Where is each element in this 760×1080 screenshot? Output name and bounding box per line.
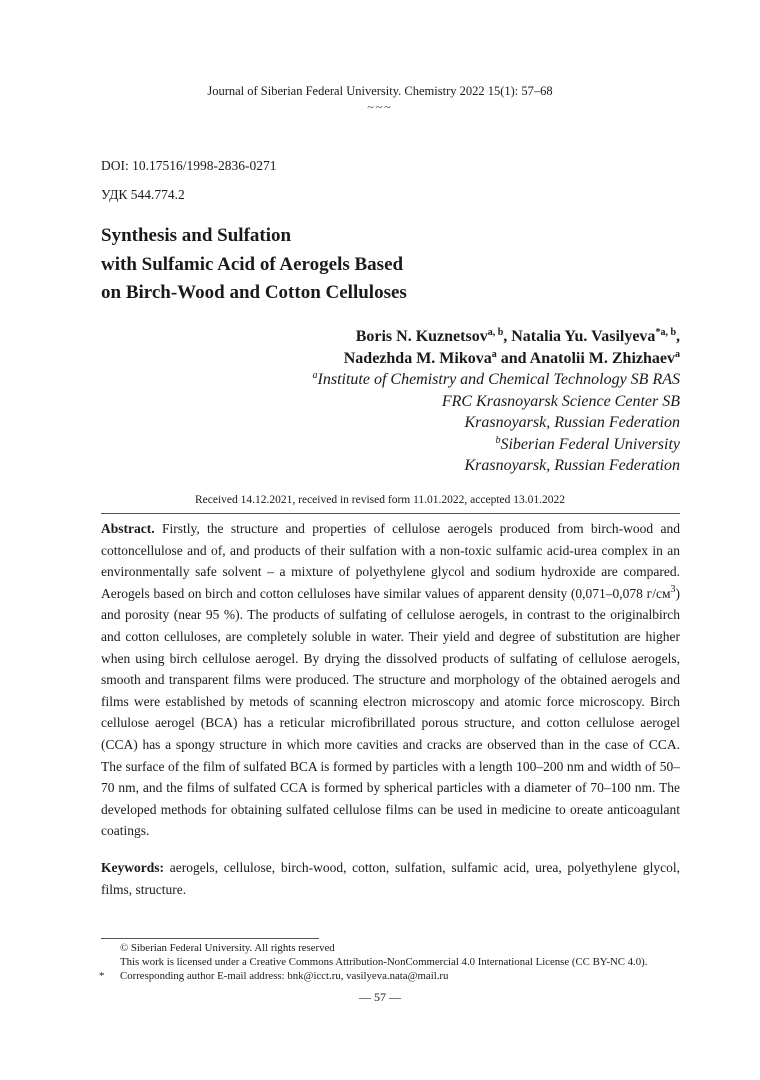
udk-code: УДК 544.774.2 bbox=[101, 187, 185, 202]
author-list bbox=[120, 326, 680, 370]
author-name: Anatolii M. Zhizhaev bbox=[529, 350, 675, 367]
author-separator: and bbox=[496, 350, 530, 367]
affil-line: FRC Krasnoyarsk Science Center SB bbox=[441, 392, 680, 410]
abstract-superscript: 3 bbox=[670, 583, 676, 595]
author-separator: , bbox=[503, 328, 512, 345]
header-ornament: ~~~ bbox=[367, 100, 393, 114]
keywords-label: Keywords: bbox=[101, 860, 164, 875]
abstract-label: Abstract. bbox=[101, 521, 155, 536]
footnotes bbox=[101, 941, 701, 983]
corresponding-note bbox=[101, 969, 701, 983]
abstract-text: Firstly, the structure and properties of cellulose aerogels produced from birch-wood and cottoncellulose and of, and products of their sulfation with a non-toxic sulfamic acid-urea complex in an environmentally safe solvent – a mixture of polyethylene glycol and sodium hydroxide are compared. Aerogels based on birch and cotton celluloses have similar values of apparent density (0,071–0,078 г/см bbox=[101, 521, 680, 601]
affil-line: Institute of Chemistry and Chemical Technology SB RAS bbox=[317, 371, 680, 388]
paper-title bbox=[101, 222, 661, 308]
copyright-note: © Siberian Federal University. All rights reserved bbox=[120, 942, 335, 954]
title-line-3: on Birch-Wood and Cotton Celluloses bbox=[101, 282, 407, 303]
title-line-2: with Sulfamic Acid of Aerogels Based bbox=[101, 253, 404, 275]
author-affil-sup: a, b bbox=[487, 327, 504, 338]
author-name: Natalia Yu. Vasilyeva bbox=[511, 328, 656, 345]
author-name: Boris N. Kuznetsov bbox=[355, 328, 488, 345]
author-affil-sup: a bbox=[491, 349, 497, 360]
affil-line: Krasnoyarsk, Russian Federation bbox=[464, 414, 680, 431]
title-line-1: Synthesis and Sulfation bbox=[101, 225, 292, 246]
affil-sup: b bbox=[495, 434, 501, 446]
author-separator: , bbox=[676, 328, 680, 345]
abstract-text: ) and porosity (near 95 %). The products of sulfating of cellulose aerogels, in contrast to the originalbirch and cotton celluloses, are completely soluble in water. Their yield and degree of substitution are higher when using birch cellulose aerogel. By drying the dissolved products of sulfating of cellulose aerogels, smooth and transparent films were produced. The structure and morphology of the obtained aerogels and films were established by metods of scanning electron microscopy and atomic force microscopy. Birch cellulose aerogel (BCA) has a reticular microfibrillated porous structure, and cotton cellulose aerogel (CCA) has a spongy structure in which more cavities and cracks are observed than in the case of CCA. The surface of the film of sulfated BCA is formed by particles with a length 100–200 nm and width of 50–70 nm, and the films of sulfated CCA is formed by spherical particles with a diameter of 70–100 nm. The developed methods for obtaining sulfated cellulose films can be used in medicine to oreate anticoagulant coatings. bbox=[101, 585, 680, 839]
keywords bbox=[101, 857, 680, 900]
received-dates: Received 14.12.2021, received in revised form 11.01.2022, accepted 13.01.2022 bbox=[194, 494, 566, 506]
author-name: Nadezhda M. Mikova bbox=[343, 350, 492, 367]
affiliations bbox=[120, 369, 680, 477]
affil-line: Krasnoyarsk, Russian Federation bbox=[464, 457, 680, 474]
page-number: — 57 — bbox=[359, 990, 401, 1004]
footnote-mark: * bbox=[99, 970, 105, 982]
doi[interactable]: DOI: 10.17516/1998-2836-0271 bbox=[101, 158, 277, 173]
journal-header: Journal of Siberian Federal University. Chemistry 2022 15(1): 57–68 bbox=[207, 84, 553, 98]
author-affil-sup: *a, b bbox=[655, 327, 676, 338]
divider bbox=[101, 513, 680, 514]
footnote-divider bbox=[101, 938, 319, 939]
keywords-text: aerogels, cellulose, birch-wood, cotton, sulfation, sulfamic acid, urea, polyethylene glycol, films, structure. bbox=[101, 860, 680, 897]
license-note[interactable]: This work is licensed under a Creative Commons Attribution-NonCommercial 4.0 International License (CC BY-NC 4.0). bbox=[120, 956, 648, 968]
affil-sup: a bbox=[312, 370, 318, 381]
corresponding-text[interactable]: Corresponding author E-mail address: bnk@icct.ru, vasilyeva.nata@mail.ru bbox=[120, 970, 449, 982]
author-affil-sup: a bbox=[675, 349, 680, 360]
abstract bbox=[101, 518, 680, 842]
affil-line: Siberian Federal University bbox=[500, 435, 680, 453]
